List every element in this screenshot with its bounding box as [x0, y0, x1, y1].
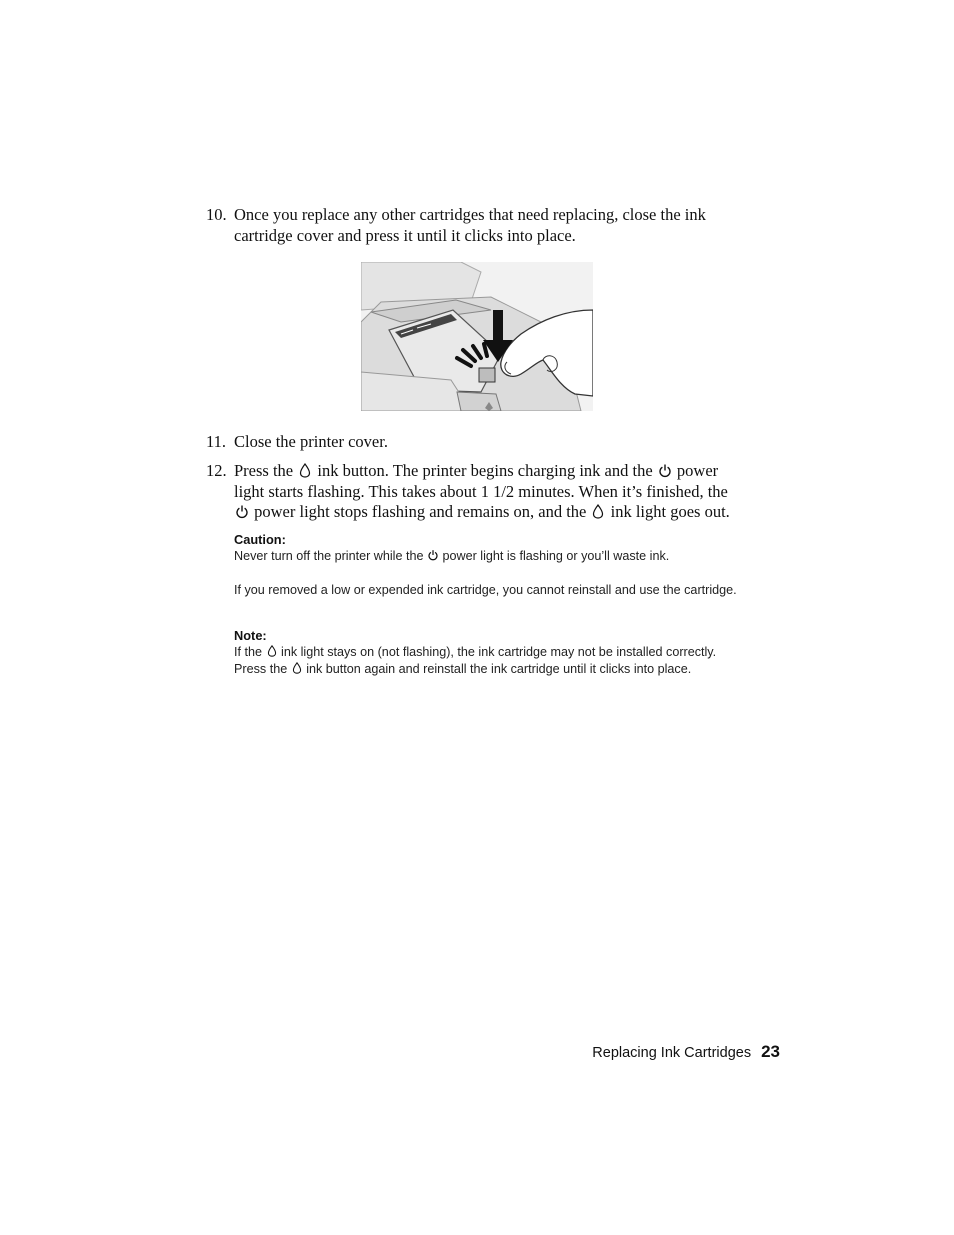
step-text: Press the ink button. The printer begins charging ink and the power light starts flashing. This takes about 1 1/2 minutes. When it’s finished, the power light stops flashing and remains on, and the ink light goes out.: [234, 461, 730, 521]
page-footer: [592, 1042, 780, 1062]
ink-drop-icon: [299, 463, 311, 478]
cartridge-cover-illustration: [361, 262, 593, 411]
step-10: [206, 205, 746, 246]
step-text: Close the printer cover.: [234, 432, 388, 451]
note-box: [234, 627, 744, 678]
ink-drop-icon: [267, 645, 277, 657]
ink-drop-icon: [292, 662, 302, 674]
caution-line-1: Never turn off the printer while the power light is flashing or you’ll waste ink.: [234, 549, 670, 563]
caution-heading: Caution:: [234, 532, 286, 547]
caution-line-2: If you removed a low or expended ink cartridge, you cannot reinstall and use the cartridge.: [234, 583, 737, 597]
note-heading: Note:: [234, 628, 267, 643]
caution-box: [234, 531, 744, 599]
power-icon: [428, 549, 438, 561]
step-text: Once you replace any other cartridges that need replacing, close the ink cartridge cover and press it until it clicks into place.: [234, 205, 706, 245]
step-11: [206, 432, 746, 453]
step-number: 11.: [206, 432, 227, 451]
section-title: Replacing Ink Cartridges: [592, 1045, 752, 1061]
note-text: If the ink light stays on (not flashing), the ink cartridge may not be installed correctly. Press the ink button again and reinstall the ink cartridge until it clicks into place.: [234, 645, 717, 676]
step-12: [206, 461, 746, 523]
ink-drop-icon: [592, 504, 604, 519]
step-number: 12.: [206, 461, 227, 480]
page-number: 23: [761, 1042, 780, 1061]
power-icon: [236, 504, 248, 519]
step-number: 10.: [206, 205, 227, 224]
power-icon: [659, 463, 671, 478]
